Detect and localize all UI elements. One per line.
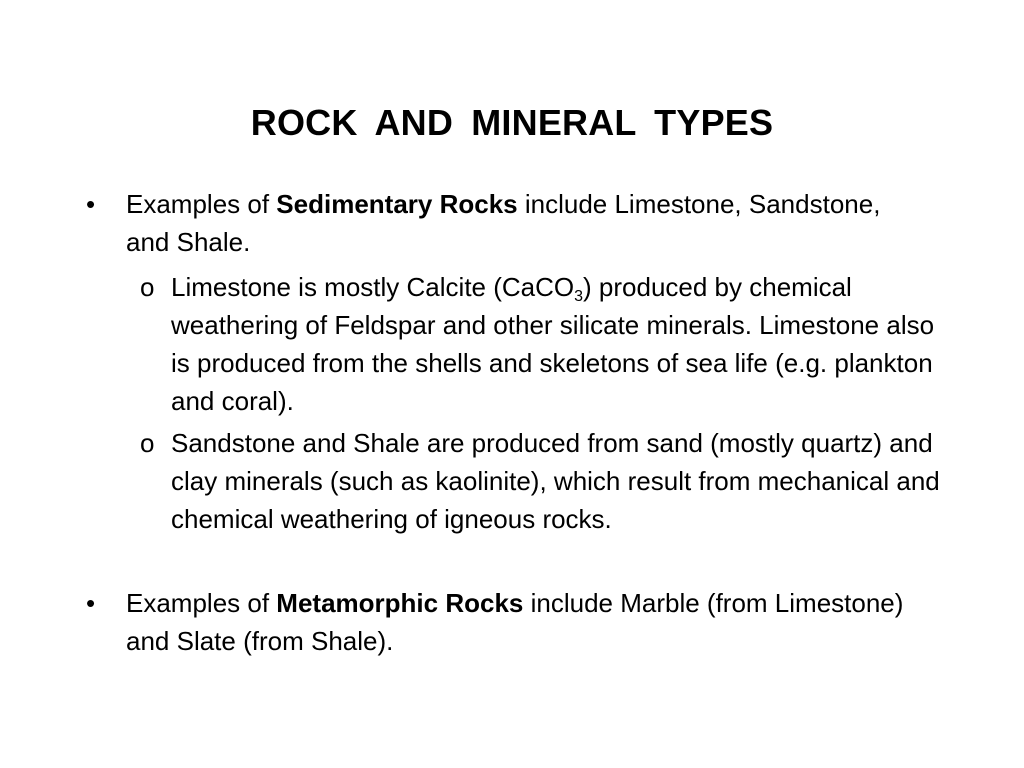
subbullet-text-after: ) produced by chemical weathering of Feldspar and other silicate minerals. Limestone also is produced from the shells and skeletons of sea life (e.g. plankton and coral). — [171, 272, 935, 416]
bullet-suffix: include Marble (from Limestone) and Slate (from Shale). — [126, 588, 904, 656]
subbullet-marker: o — [140, 428, 155, 458]
subbullet-marker: o — [140, 272, 155, 302]
slide-title: ROCK AND MINERAL TYPES — [250, 102, 774, 143]
subbullet-sandstone — [140, 424, 941, 538]
bullet-metamorphic — [86, 584, 916, 660]
bullet-prefix: Examples of — [126, 189, 277, 219]
bullet-bold-term: Sedimentary Rocks — [276, 189, 518, 219]
bullet-marker: • — [86, 189, 96, 219]
subbullet-text: Sandstone and Shale are produced from sand (mostly quartz) and clay minerals (such as kaolinite), which result from mechanical and chemical weathering of igneous rocks. — [171, 428, 940, 534]
bullet-bold-term: Metamorphic Rocks — [276, 588, 524, 618]
bullet-prefix: Examples of — [126, 588, 277, 618]
bullet-suffix: include Limestone, Sandstone, and Shale. — [126, 189, 881, 257]
subscript: 3 — [574, 288, 584, 305]
bullet-marker: • — [86, 588, 96, 618]
subbullet-limestone — [140, 268, 941, 420]
subbullet-text-before: Limestone is mostly Calcite (CaCO — [171, 272, 575, 302]
bullet-sedimentary — [86, 185, 916, 261]
